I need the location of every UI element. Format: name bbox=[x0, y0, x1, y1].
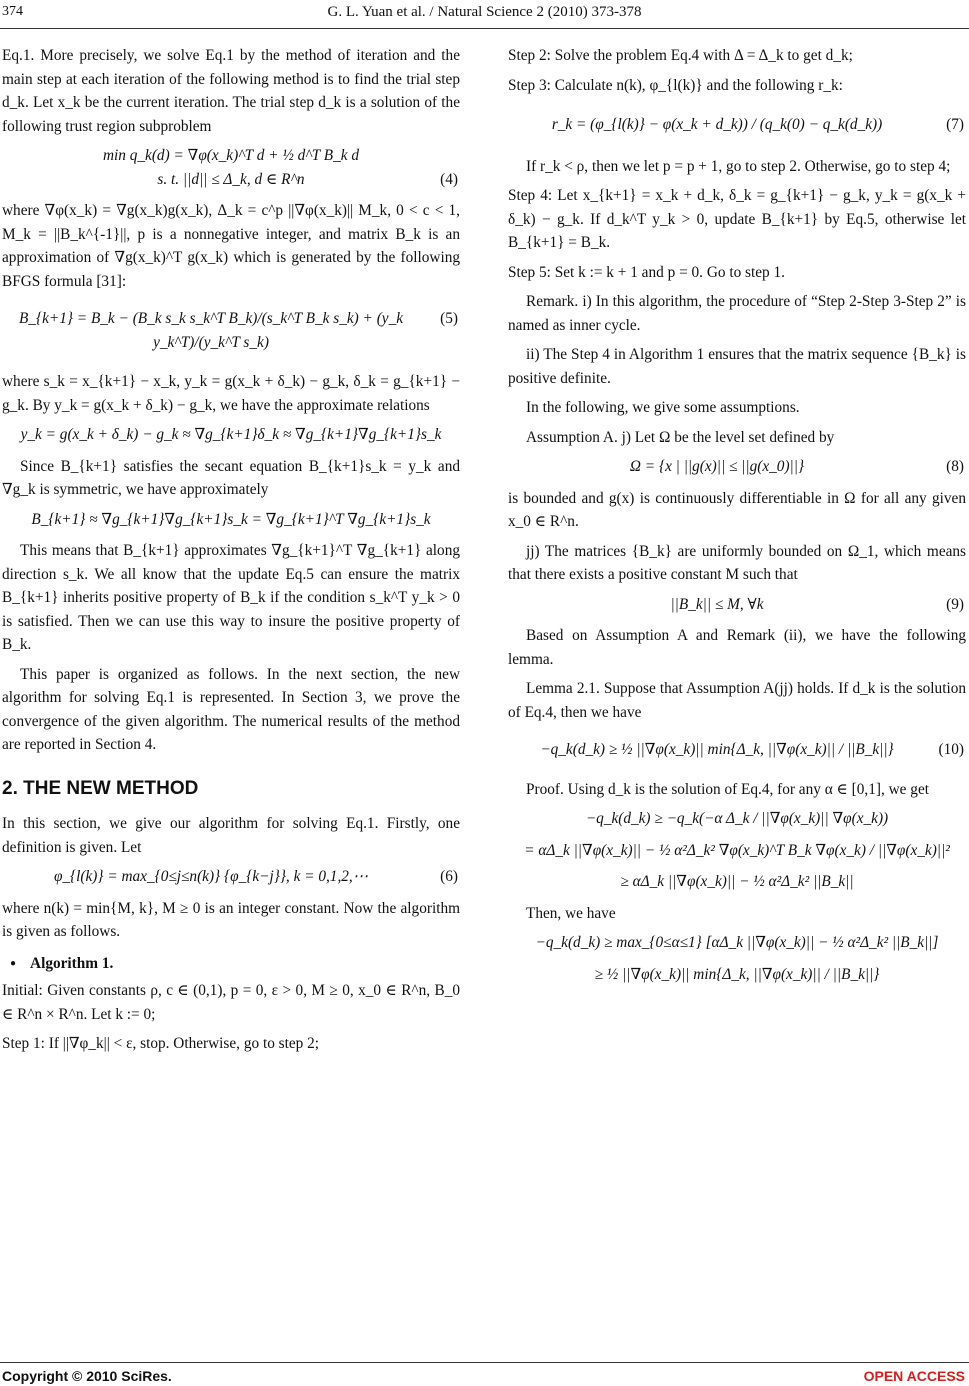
algorithm-title: ● Algorithm 1. bbox=[10, 952, 460, 976]
running-head: G. L. Yuan et al. / Natural Science 2 (2010) 373-378 bbox=[327, 4, 642, 20]
equation-10-number: (10) bbox=[938, 741, 964, 758]
equation-4-objective: min q_k(d) = ∇φ(x_k)^T d + ½ d^T B_k d bbox=[102, 147, 360, 164]
equation-10 bbox=[508, 730, 966, 770]
section-heading: 2. THE NEW METHOD bbox=[2, 777, 199, 799]
equation-6 bbox=[2, 865, 460, 889]
lemma-2-1: Lemma 2.1. Suppose that Assumption A(jj) holds. If d_k is the solution of Eq.4, then we have bbox=[508, 680, 966, 721]
page-footer bbox=[0, 1362, 969, 1386]
page-number: 374 bbox=[2, 4, 23, 19]
proof-equation-4: −q_k(d_k) ≥ max_{0≤α≤1} [αΔ_k ||∇φ(x_k)|| − ½ α²Δ_k² ||B_k||] bbox=[535, 934, 939, 951]
open-access-label: OPEN ACCESS bbox=[863, 1368, 965, 1384]
paragraph-based-on: Based on Assumption A and Remark (ii), we have the following lemma. bbox=[508, 627, 966, 668]
right-column bbox=[508, 44, 966, 994]
proof-final-equations bbox=[508, 931, 966, 986]
proof-equation-2: = αΔ_k ||∇φ(x_k)|| − ½ α²Δ_k² ∇φ(x_k)^T B_k ∇φ(x_k) / ||∇φ(x_k)||² bbox=[524, 841, 950, 859]
algorithm-initial: Initial: Given constants ρ, c ∈ (0,1), p = 0, ε > 0, M ≥ 0, x_0 ∈ R^n, B_0 ∈ R^n × R^n. Let k := 0; bbox=[2, 982, 460, 1023]
equation-6-number: (6) bbox=[440, 868, 458, 885]
paragraph-secant: Since B_{k+1} satisfies the secant equation B_{k+1}s_k = y_k and ∇g_k is symmetric, we have approximately bbox=[2, 457, 460, 498]
equation-8-text: Ω = {x | ||g(x)|| ≤ ||g(x_0)||} bbox=[629, 458, 805, 475]
copyright-notice: Copyright © 2010 SciRes. bbox=[2, 1368, 172, 1384]
left-column bbox=[2, 44, 460, 1062]
paragraph-section-intro: In this section, we give our algorithm for solving Eq.1. Firstly, one definition is given. Let bbox=[2, 815, 460, 856]
equation-10-text: −q_k(d_k) ≥ ½ ||∇φ(x_k)|| min{Δ_k, ||∇φ(x_k)|| / ||B_k||} bbox=[540, 741, 894, 758]
equation-approx-2-text: B_{k+1} ≈ ∇g_{k+1}∇g_{k+1}s_k = ∇g_{k+1}^T ∇g_{k+1}s_k bbox=[31, 510, 431, 528]
algorithm-step-5: Step 5: Set k := k + 1 and p = 0. Go to step 1. bbox=[508, 263, 785, 281]
equation-7-text: r_k = (φ_{l(k)} − φ(x_k + d_k)) / (q_k(0) − q_k(d_k)) bbox=[551, 116, 883, 133]
proof-equation-3: ≥ αΔ_k ||∇φ(x_k)|| − ½ α²Δ_k² ||B_k|| bbox=[620, 873, 854, 890]
paragraph-approximates: This means that B_{k+1} approximates ∇g_{k+1}^T ∇g_{k+1} along direction s_k. We all know that the update Eq.5 can ensure the matrix B_{k+1} inherits positive property of B_k if the condition s_k^T y_k > 0 is satisfied. Then we can use this way to insure the positive property of B_k. bbox=[2, 542, 460, 653]
proof-paragraph: Proof. Using d_k is the solution of Eq.4, for any α ∈ [0,1], we get bbox=[526, 780, 929, 798]
assumption-a: Assumption A. j) Let Ω be the level set defined by bbox=[526, 428, 835, 446]
equation-5-number: (5) bbox=[440, 310, 458, 327]
equation-4-constraint: s. t. ||d|| ≤ Δ_k, d ∈ R^n bbox=[157, 170, 305, 188]
paragraph-assumptions: In the following, we give some assumptions. bbox=[526, 399, 800, 416]
paragraph-bounded: is bounded and g(x) is continuously differentiable in Ω for all any given x_0 ∈ R^n. bbox=[508, 489, 966, 530]
proof-equations bbox=[508, 807, 966, 894]
algorithm-step-3: Step 3: Calculate n(k), φ_{l(k)} and the following r_k: bbox=[508, 76, 843, 94]
paragraph-organization: This paper is organized as follows. In the next section, the new algorithm for solving Eq.1 is represented. In Section 3, we prove the convergence of the given algorithm. The numerical results of the method are reported in Section 4. bbox=[2, 665, 460, 753]
algorithm-step-2: Step 2: Solve the problem Eq.4 with Δ = Δ_k to get d_k; bbox=[508, 47, 853, 64]
paragraph-then: Then, we have bbox=[526, 904, 616, 922]
equation-9-text: ||B_k|| ≤ M, ∀k bbox=[670, 595, 764, 613]
equation-8-number: (8) bbox=[946, 458, 964, 475]
proof-equation-1: −q_k(d_k) ≥ −q_k(−α Δ_k / ||∇φ(x_k)|| ∇φ(x_k)) bbox=[585, 810, 889, 827]
page-header bbox=[0, 2, 969, 28]
equation-7 bbox=[508, 103, 966, 147]
algorithm-step-4: Step 4: Let x_{k+1} = x_k + d_k, δ_k = g_{k+1} − g_k, y_k = g(x_k + δ_k) − g_k. If d_k^T y_k > 0, update B_{k+1} by Eq.5, otherwise let B_{k+1} = B_k. bbox=[508, 187, 966, 251]
remark-i: Remark. i) In this algorithm, the procedure of “Step 2-Step 3-Step 2” is named as inner cycle. bbox=[508, 293, 966, 334]
equation-approx-2 bbox=[2, 508, 460, 532]
assumption-jj: jj) The matrices {B_k} are uniformly bounded on Ω_1, which means that there exists a positive constant M such that bbox=[508, 542, 966, 583]
paragraph-nk: where n(k) = min{M, k}, M ≥ 0 is an integer constant. Now the algorithm is given as follows. bbox=[2, 899, 460, 940]
equation-6-text: φ_{l(k)} = max_{0≤j≤n(k)} {φ_{k−j}}, k = 0,1,2,⋯ bbox=[53, 868, 369, 885]
proof-equation-5: ≥ ½ ||∇φ(x_k)|| min{Δ_k, ||∇φ(x_k)|| / ||B_k||} bbox=[594, 965, 880, 983]
algorithm-step-1: Step 1: If ||∇φ_k|| < ε, stop. Otherwise, go to step 2; bbox=[2, 1035, 320, 1052]
paragraph-intro: Eq.1. More precisely, we solve Eq.1 by the method of iteration and the main step at each iteration of the following method is to find the trial step d_k. Let x_k be the current iteration. The trial step d_k is a solution of the following trust region subproblem bbox=[2, 47, 460, 135]
equation-4-number: (4) bbox=[440, 171, 458, 188]
equation-approx-1 bbox=[2, 423, 460, 447]
equation-5-bfgs: B_{k+1} = B_k − (B_k s_k s_k^T B_k)/(s_k^T B_k s_k) + (y_k y_k^T)/(y_k^T s_k) bbox=[18, 310, 404, 351]
equation-9-number: (9) bbox=[946, 595, 964, 613]
paragraph-where-gradient: where ∇φ(x_k) = ∇g(x_k)g(x_k), Δ_k = c^p ||∇φ(x_k)|| M_k, 0 < c < 1, M_k = ||B_k^{-1}||, p is a nonnegative integer, and matrix B_k is an approximation of ∇g(x_k)^T g(x_k) which is generated by the following BFGS formula [31]: bbox=[2, 202, 460, 290]
remark-ii: ii) The Step 4 in Algorithm 1 ensures that the matrix sequence {B_k} is positive definite. bbox=[508, 346, 966, 387]
paragraph-where-sk: where s_k = x_{k+1} − x_k, y_k = g(x_k + δ_k) − g_k, δ_k = g_{k+1} − g_k. By y_k = g(x_k + δ_k) − g_k, we have the approximate relations bbox=[2, 373, 460, 414]
equation-approx-1-text: y_k = g(x_k + δ_k) − g_k ≈ ∇g_{k+1}δ_k ≈ ∇g_{k+1}∇g_{k+1}s_k bbox=[20, 426, 442, 443]
equation-4 bbox=[2, 144, 460, 191]
paragraph-if-rk: If r_k < ρ, then we let p = p + 1, go to step 2. Otherwise, go to step 4; bbox=[526, 157, 951, 175]
equation-7-number: (7) bbox=[946, 116, 964, 133]
equation-5 bbox=[2, 299, 460, 362]
equation-8 bbox=[508, 455, 966, 479]
equation-9 bbox=[508, 593, 966, 617]
header-rule bbox=[0, 28, 969, 29]
footer-rule bbox=[0, 1362, 969, 1363]
